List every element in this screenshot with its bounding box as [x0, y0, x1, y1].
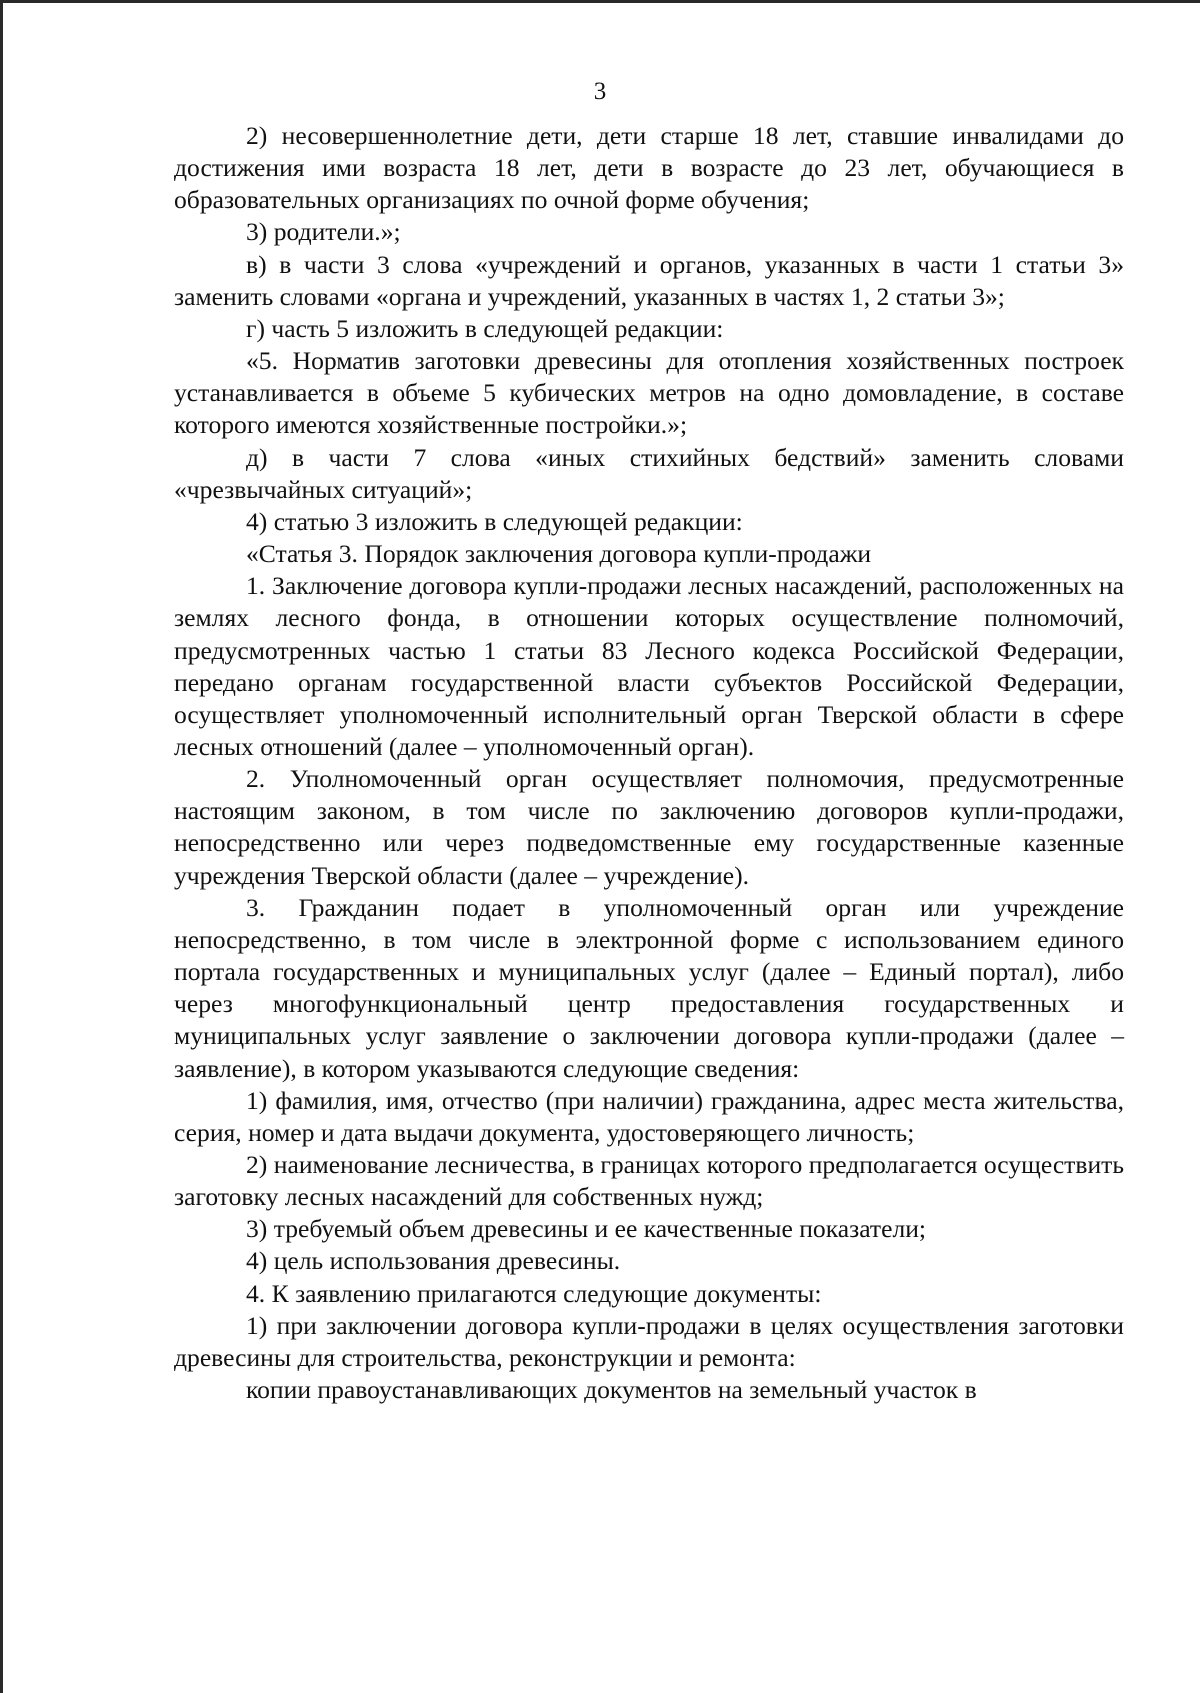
page-number: 3: [593, 78, 607, 105]
paragraph-13: 2) наименование лесничества, в границах которого предполагается осуществить заготовку лесных насаждений для собственных нужд;: [174, 1150, 1124, 1212]
paragraph-3: в) в части 3 слова «учреждений и органов, указанных в части 1 статьи 3» заменить словами «органа и учреждений, указанных в частях 1, 2 статьи 3»;: [174, 249, 1124, 311]
paragraph-2: 3) родители.»;: [246, 217, 401, 247]
paragraph-7: 4) статью 3 изложить в следующей редакции:: [246, 506, 743, 536]
paragraph-15: 4) цель использования древесины.: [246, 1246, 621, 1276]
paragraph-1: 2) несовершеннолетние дети, дети старше 18 лет, ставшие инвалидами до достижения ими возраста 18 лет, дети в возрасте до 23 лет, обучающиеся в образовательных организациях по очной форме обучения;: [174, 121, 1124, 215]
document-body: [174, 120, 1124, 1406]
paragraph-4: г) часть 5 изложить в следующей редакции:: [246, 313, 724, 343]
paragraph-12: 1) фамилия, имя, отчество (при наличии) гражданина, адрес места жительства, серия, номер и дата выдачи документа, удостоверяющего личность;: [174, 1085, 1124, 1147]
paragraph-6: д) в части 7 слова «иных стихийных бедствий» заменить словами «чрезвычайных ситуаций»;: [174, 442, 1124, 504]
paragraph-16: 4. К заявлению прилагаются следующие документы:: [246, 1278, 822, 1308]
paragraph-9: 1. Заключение договора купли-продажи лесных насаждений, расположенных на землях лесного фонда, в отношении которых осуществление полномочий, предусмотренных частью 1 статьи 83 Лесного кодекса Российской Федерации, передано органам государственной власти субъектов Российской Федерации, осуществляет уполномоченный исполнительный орган Тверской области в сфере лесных отношений (далее – уполномоченный орган).: [174, 571, 1124, 761]
scan-edge-left: [0, 0, 3, 1693]
scan-edge-top: [0, 0, 1200, 3]
article-heading: «Статья 3. Порядок заключения договора купли-продажи: [246, 539, 872, 569]
paragraph-11: 3. Гражданин подает в уполномоченный орган или учреждение непосредственно, в том числе в электронной форме с использованием единого портала государственных и муниципальных услуг (далее – Единый портал), либо через многофункциональный центр предоставления государственных и муниципальных услуг заявление о заключении договора купли-продажи (далее – заявление), в котором указываются следующие сведения:: [174, 892, 1124, 1083]
paragraph-17: 1) при заключении договора купли-продажи в целях осуществления заготовки древесины для строительства, реконструкции и ремонта:: [174, 1310, 1124, 1372]
paragraph-10: 2. Уполномоченный орган осуществляет полномочия, предусмотренные настоящим законом, в том числе по заключению договоров купли-продажи, непосредственно или через подведомственные ему государственные казенные учреждения Тверской области (далее – учреждение).: [174, 764, 1124, 890]
paragraph-18: копии правоустанавливающих документов на земельный участок в: [246, 1375, 977, 1405]
paragraph-14: 3) требуемый объем древесины и ее качественные показатели;: [246, 1214, 927, 1244]
paragraph-5: «5. Норматив заготовки древесины для отопления хозяйственных построек устанавливается в объеме 5 кубических метров на одно домовладение, в составе которого имеются хозяйственные постройки.»;: [174, 346, 1124, 440]
